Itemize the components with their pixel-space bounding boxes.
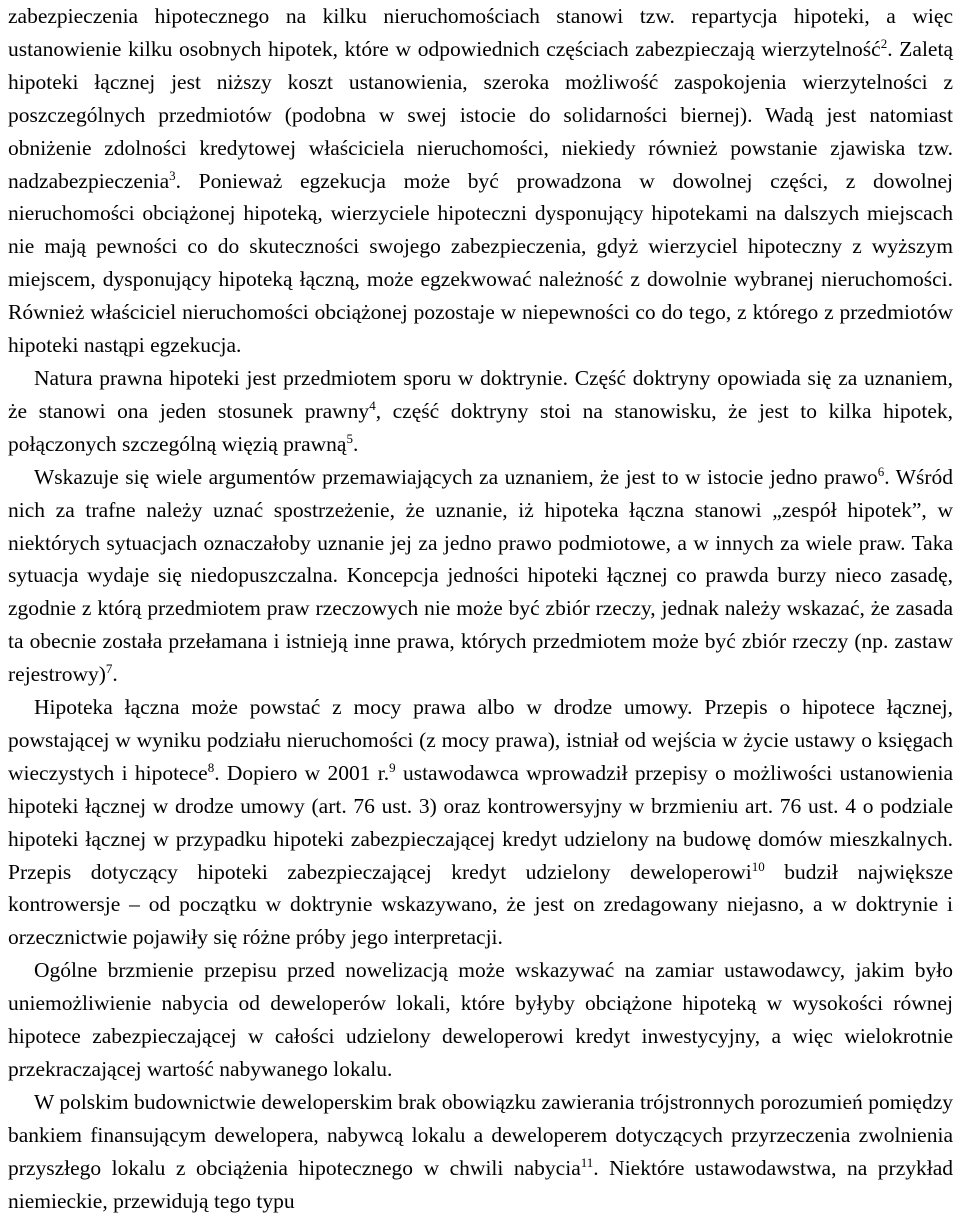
text-run: Ogólne brzmienie przepisu przed nowelizacją może wskazywać na zamiar ustawodawcy, jakim było uniemożliwienie nabycia od deweloperów lokali, które byłyby obciążone hipoteką w wysokości równej hipotece zabezpieczającej w całości udzielony deweloperowi kredyt inwestycyjny, a więc wielokrotnie przekraczającej wartość nabywanego lokalu. bbox=[8, 958, 953, 1081]
footnote-ref: 11 bbox=[580, 1154, 594, 1170]
paragraph bbox=[8, 954, 953, 1086]
footnote-ref: 7 bbox=[105, 661, 113, 677]
footnote-ref: 2 bbox=[880, 35, 888, 51]
footnote-ref: 6 bbox=[877, 463, 885, 479]
paragraph bbox=[8, 0, 953, 362]
footnote-ref: 9 bbox=[389, 759, 396, 775]
text-run: . Dopiero w 2001 r. bbox=[214, 760, 390, 785]
footnote-ref: 5 bbox=[346, 430, 353, 446]
text-run: , część doktryny stoi na stanowisku, że jest to kilka hipotek, połączonych szczególną więzią prawną bbox=[8, 398, 953, 456]
text-run: Hipoteka łączna może powstać z mocy prawa albo w drodze umowy. Przepis o hipotece łącznej, powstającej w wyniku podziału nieruchomości (z mocy prawa), istniał od wejścia w życie ustawy o księgach wieczystych i hipotece bbox=[8, 695, 953, 785]
paragraph bbox=[8, 1086, 953, 1218]
footnote-ref: 10 bbox=[751, 858, 765, 874]
text-run: . Ponieważ egzekucja może być prowadzona w dowolnej części, z dowolnej nieruchomości obciążonej hipoteką, wierzyciele hipoteczni dysponujący hipotekami na dalszych miejscach nie mają pewności co do skuteczności swojego zabezpieczenia, gdyż wierzyciel hipoteczny z wyższym miejscem, dysponujący hipoteką łączną, może egzekwować należność z dowolnie wybranej nieruchomości. Również właściciel nieruchomości obciążonej pozostaje w niepewności co do tego, z którego z przedmiotów hipoteki nastąpi egzekucja. bbox=[8, 168, 953, 358]
text-run: Wskazuje się wiele argumentów przemawiających za uznaniem, że jest to w istocie jedno prawo bbox=[34, 464, 878, 489]
paragraph bbox=[8, 362, 953, 461]
text-run: budził największe kontrowersje – od początku w doktrynie wskazywano, że jest on zredagowany niejasno, a w doktrynie i orzecznictwie pojawiły się różne próby jego interpretacji. bbox=[8, 859, 953, 950]
footnote-ref: 8 bbox=[207, 759, 215, 775]
text-run: . bbox=[112, 662, 118, 687]
text-run: . Niektóre ustawodawstwa, na przykład niemieckie, przewidują tego typu bbox=[8, 1155, 954, 1213]
paragraph bbox=[8, 691, 953, 954]
text-run: Natura prawna hipoteki jest przedmiotem sporu w doktrynie. Część doktryny opowiada się za uznaniem, że stanowi ona jeden stosunek prawny bbox=[8, 365, 953, 423]
text-run: . bbox=[352, 431, 359, 456]
document-page bbox=[8, 0, 953, 1218]
text-run: zabezpieczenia hipotecznego na kilku nieruchomościach stanowi tzw. repartycja hipoteki, a więc ustanowienie kilku osobnych hipotek, które w odpowiednich częściach zabezpieczają wierzytelność bbox=[8, 4, 953, 61]
text-run: . Wśród nich za trafne należy uznać spostrzeżenie, że uznanie, iż hipoteka łączna stanowi „zespół hipotek”, w niektórych sytuacjach oznaczałoby uznanie jej za jedno prawo podmiotowe, a w innych za wiele praw. Taka sytuacja wydaje się niedopuszczalna. Koncepcja jedności hipoteki łącznej co prawda burzy nieco zasadę, zgodnie z którą przedmiotem praw rzeczowych nie może być zbiór rzeczy, jednak należy wskazać, że zasada ta obecnie została przełamana i istnieją inne prawa, których przedmiotem może być zbiór rzeczy (np. zastaw rejestrowy) bbox=[8, 464, 953, 687]
text-run: W polskim budownictwie deweloperskim brak obowiązku zawierania trójstronnych porozumień pomiędzy bankiem finansującym dewelopera, nabywcą lokalu a deweloperem dotyczących przyrzeczenia zwolnienia przyszłego lokalu z obciążenia hipotecznego w chwili nabycia bbox=[8, 1089, 953, 1180]
text-run: . Zaletą hipoteki łącznej jest niższy koszt ustanowienia, szeroka możliwość zaspokojenia wierzytelności z poszczególnych przedmiotów (podobna w swej istocie do solidarności biernej). Wadą jest natomiast obniżenie zdolności kredytowej właściciela nieruchomości, niekiedy również powstanie zjawiska tzw. nadzabezpieczenia bbox=[8, 36, 953, 193]
text-run: ustawodawca wprowadził przepisy o możliwości ustanowienia hipoteki łącznej w drodze umowy (art. 76 ust. 3) oraz kontrowersyjny w brzmieniu art. 76 ust. 4 o podziale hipoteki łącznej w przypadku hipoteki zabezpieczającej kredyt udzielony na budowę domów mieszkalnych. Przepis dotyczący hipoteki zabezpieczającej kredyt udzielony deweloperowi bbox=[8, 760, 953, 884]
footnote-ref: 4 bbox=[369, 397, 376, 413]
paragraph bbox=[8, 461, 953, 691]
footnote-ref: 3 bbox=[169, 167, 176, 183]
